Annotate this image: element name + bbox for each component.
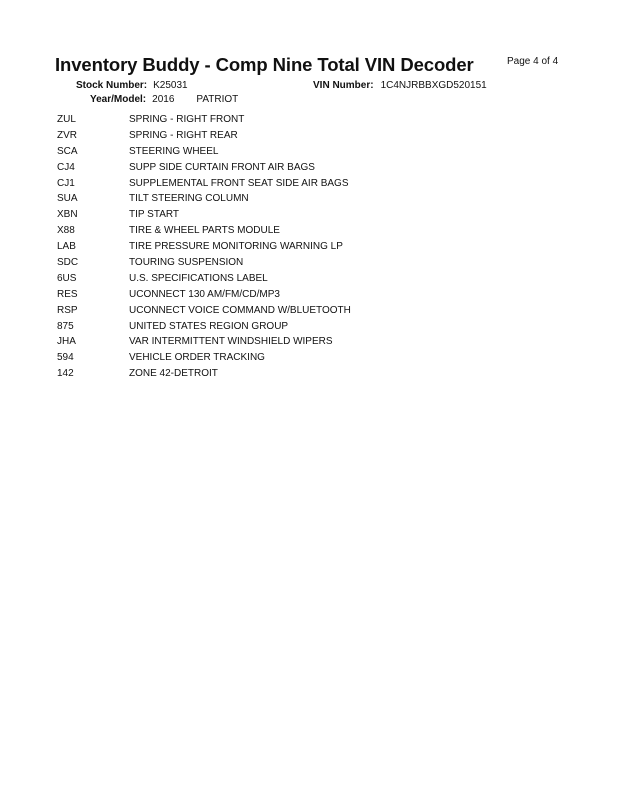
vin-number-value: 1C4NJRBBXGD520151 (380, 80, 487, 91)
option-code: ZVR (57, 129, 77, 141)
year-model-field (90, 94, 238, 105)
option-code: SCA (57, 145, 78, 157)
list-item (57, 271, 351, 287)
option-description: SUPPLEMENTAL FRONT SEAT SIDE AIR BAGS (129, 177, 349, 189)
option-code: SUA (57, 193, 78, 205)
year-model-label: Year/Model: (90, 94, 147, 105)
option-description: SPRING - RIGHT FRONT (129, 114, 245, 125)
option-description: UCONNECT 130 AM/FM/CD/MP3 (129, 288, 280, 300)
list-item (57, 112, 351, 128)
option-description: UNITED STATES REGION GROUP (129, 320, 289, 332)
list-item (57, 319, 351, 335)
option-code: LAB (57, 241, 76, 253)
list-item (57, 239, 351, 255)
option-code: RSP (57, 304, 78, 316)
stock-number-field (76, 80, 188, 91)
option-code: CJ1 (57, 177, 75, 189)
list-item (57, 207, 351, 223)
option-code: 6US (57, 272, 77, 284)
option-code: JHA (57, 336, 76, 348)
option-description: SPRING - RIGHT REAR (129, 129, 238, 141)
list-item (57, 223, 351, 239)
list-item (57, 334, 351, 350)
vin-number-label: VIN Number: (313, 80, 374, 91)
option-description: TILT STEERING COLUMN (129, 193, 249, 205)
option-code: CJ4 (57, 161, 75, 173)
option-description: UCONNECT VOICE COMMAND W/BLUETOOTH (129, 304, 351, 316)
option-description: U.S. SPECIFICATIONS LABEL (129, 272, 268, 284)
option-code: ZUL (57, 114, 76, 125)
option-description: ZONE 42-DETROIT (129, 368, 218, 380)
list-item (57, 176, 351, 192)
list-item (57, 255, 351, 271)
list-item (57, 366, 351, 382)
list-item (57, 287, 351, 303)
page-number: Page 4 of 4 (507, 56, 559, 67)
option-description: VAR INTERMITTENT WINDSHIELD WIPERS (129, 336, 333, 348)
option-code: XBN (57, 209, 78, 221)
stock-number-label: Stock Number: (76, 80, 148, 91)
year-value: 2016 (152, 94, 175, 105)
stock-number-value: K25031 (153, 80, 188, 91)
option-code: 142 (57, 368, 74, 380)
option-description: VEHICLE ORDER TRACKING (129, 352, 265, 364)
option-description: TIRE & WHEEL PARTS MODULE (129, 225, 280, 237)
option-code: X88 (57, 225, 75, 237)
option-description: TIRE PRESSURE MONITORING WARNING LP (129, 241, 343, 253)
list-item (57, 303, 351, 319)
option-description: TOURING SUSPENSION (129, 257, 244, 269)
option-description: TIP START (129, 209, 180, 221)
vin-number-field (313, 80, 487, 91)
option-code: RES (57, 288, 78, 300)
option-description: SUPP SIDE CURTAIN FRONT AIR BAGS (129, 161, 315, 173)
list-item (57, 160, 351, 176)
option-code: 594 (57, 352, 74, 364)
list-item (57, 350, 351, 366)
list-item (57, 144, 351, 160)
option-description: STEERING WHEEL (129, 145, 219, 157)
model-value: PATRIOT (196, 94, 239, 105)
option-code: 875 (57, 320, 74, 332)
list-item (57, 128, 351, 144)
option-code: SDC (57, 257, 79, 269)
document-title: Inventory Buddy - Comp Nine Total VIN Decoder (55, 54, 474, 75)
list-item (57, 191, 351, 207)
option-code-list (57, 112, 351, 382)
